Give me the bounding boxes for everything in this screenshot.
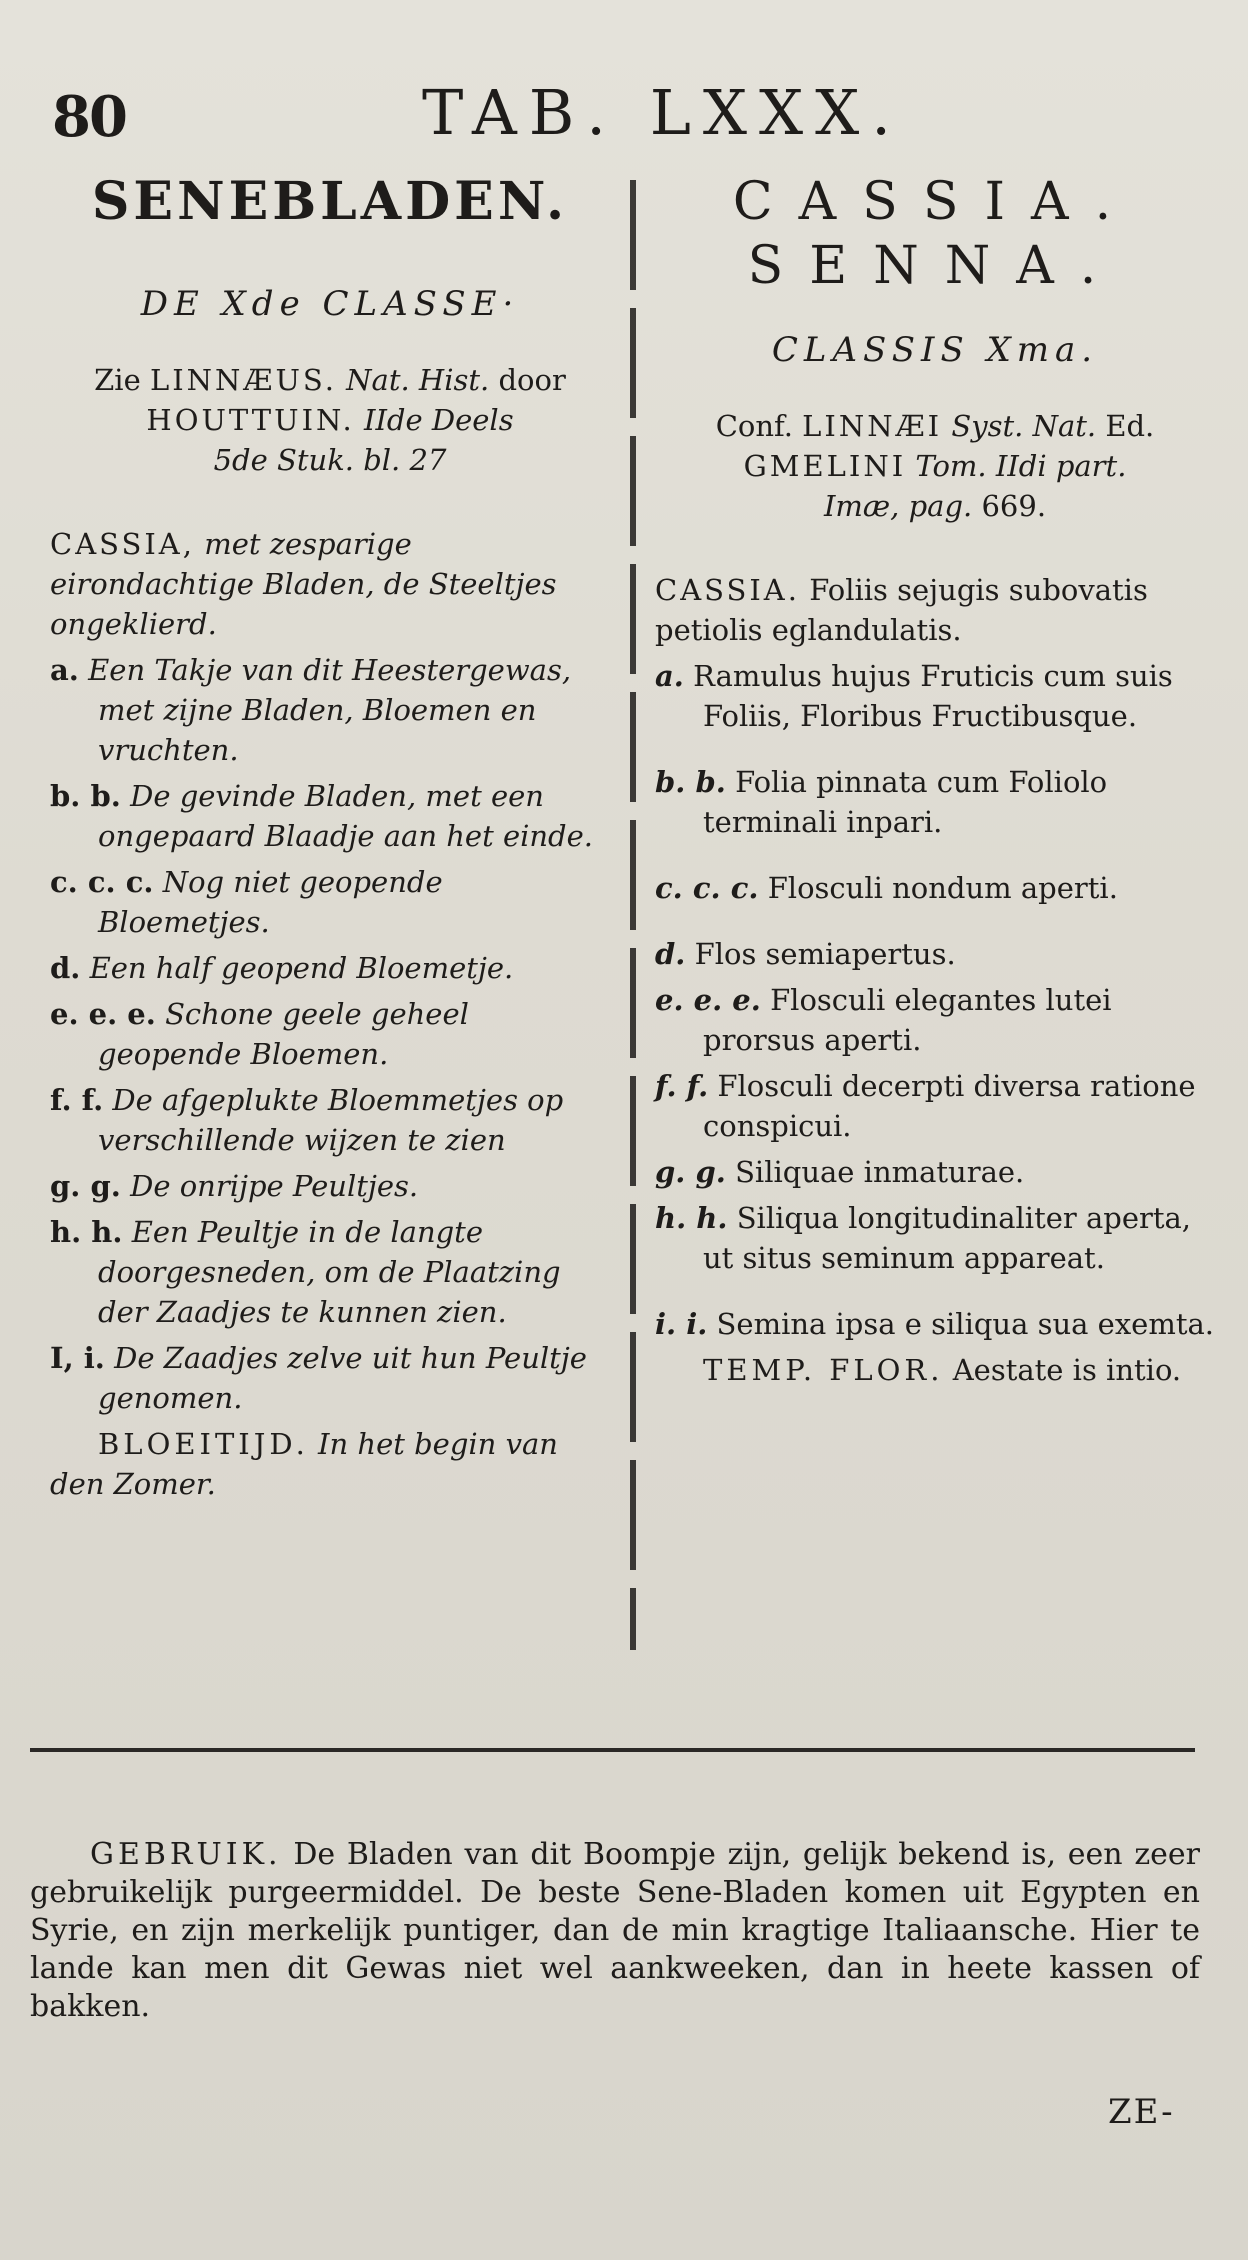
horizontal-rule [30,1748,1195,1752]
desc-text: met zesparige eirondachtige Bladen, de Steeltjes ongeklierd. [50,527,557,641]
latin-title-species: SENNA. [747,236,1123,296]
page-number: 80 [52,84,126,150]
ref-stuk: 5de Stuk. bl. 27 [213,443,447,477]
list-item: g. g. Siliquae inmaturae. [655,1155,1025,1189]
list-item: c. c. c. Nog niet geopende Bloemetjes. [50,865,443,939]
usage-text: De Bladen van dit Boompje zijn, gelijk bekend is, een zeer gebruikelijk purgeermiddel. De beste Sene-Bladen komen uit Egypten en Syrie, en zijn merkelijk puntiger, dan de min kragtige Italiaansche. Hier te lande kan men dit Gewas niet wel aankweeken, dan in heete kassen of bakken. [30,1837,1200,2024]
dutch-description [50,524,610,644]
flowering-time: BLOEITIJD. In het begin van den Zomer. [50,1427,558,1501]
ref-prefix: Zie [94,363,141,397]
list-item: f. f. De afgeplukte Bloemmetjes op verschillende wijzen te zien [50,1083,564,1157]
catchword: ZE- [1108,2092,1175,2132]
flowering-season: TEMP. FLOR. Aestate is intio. [703,1353,1182,1387]
ref-work: Nat. Hist. [346,363,490,397]
latin-column [655,170,1215,1390]
list-item: d. Een half geopend Bloemetje. [50,951,514,985]
dutch-title: SENEBLADEN. [91,171,569,232]
list-item: f. f. Flosculi decerpti diversa ratione conspicui. [655,1069,1196,1143]
page-header [52,70,1202,150]
latin-classis: CLASSIS Xma. [771,330,1099,370]
ref-author: LINNÆUS. [149,363,337,397]
ref-deel: IIde Deels [364,403,514,437]
list-item: g. g. De onrijpe Peultjes. [50,1169,419,1203]
list-item: e. e. e. Schone geele geheel geopende Bloemen. [50,997,469,1071]
list-item: e. e. e. Flosculi elegantes lutei prorsus aperti. [655,983,1112,1057]
plate-title: TAB. LXXX. [422,76,904,149]
list-item: b. b. Folia pinnata cum Foliolo terminali inpari. [655,765,1108,839]
list-item: I, i. De Zaadjes zelve uit hun Peultje genomen. [50,1341,587,1415]
list-item: a. Ramulus hujus Fruticis cum suis Foliis, Floribus Fructibusque. [655,659,1173,733]
list-item: h. h. Siliqua longitudinaliter aperta, ut situs seminum appareat. [655,1201,1192,1275]
ref-translator: HOUTTUIN. [146,403,355,437]
column-divider [630,180,636,1650]
latin-reference: Conf. LINNÆI Syst. Nat. Ed. GMELINI Tom. IIdi part. Imæ, pag. 669. [715,409,1155,523]
list-item: b. b. De gevinde Bladen, met een ongepaard Blaadje aan het einde. [50,779,593,853]
dutch-reference [50,360,610,480]
list-item: h. h. Een Peultje in de langte doorgesneden, om de Plaatzing der Zaadjes te kunnen zien. [50,1215,561,1329]
dutch-classe: DE Xde CLASSE· [140,284,520,324]
list-item: i. i. Semina ipsa e siliqua sua exemta. [655,1307,1215,1341]
desc-genus: CASSIA, [50,527,195,561]
usage-paragraph [30,1836,1200,2026]
ref-door: door [498,363,566,397]
latin-title-genus: CASSIA. [732,172,1138,232]
list-item: c. c. c. Flosculi nondum aperti. [655,871,1118,905]
list-item: d. Flos semiapertus. [655,937,956,971]
latin-description: CASSIA. Foliis sejugis subovatis petiolis eglandulatis. [655,573,1148,647]
usage-label: GEBRUIK. [90,1837,282,1872]
list-item: a. Een Takje van dit Heestergewas, met zijne Bladen, Bloemen en vruchten. [50,653,572,767]
dutch-column [50,170,610,1504]
